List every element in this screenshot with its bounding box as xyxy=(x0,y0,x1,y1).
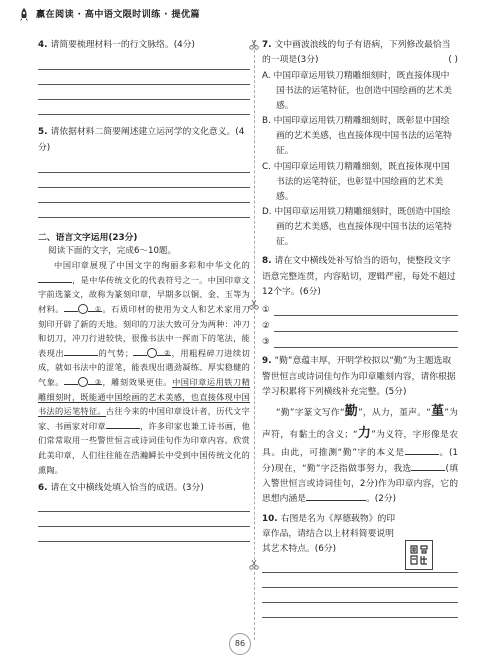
answer-area-6[interactable] xyxy=(38,497,250,542)
section-title: 二、语言文字运用(23分) xyxy=(38,233,138,244)
seal-script-glyph: 堇 xyxy=(430,403,445,419)
blank-9-2[interactable] xyxy=(411,470,445,471)
answer-area-4[interactable] xyxy=(38,55,250,115)
question-8: 8. 请在文中横线处补写恰当的语句，使整段文字语意完整连贯，内容贴切，逻辑严密，每处不超过12个字。(6分) xyxy=(262,256,456,298)
wavy-sentence: 中国印章运用铁刀精雕细刻时，既能通中国绘画的艺术美感，也直接体现中国书法的运笔特征。 xyxy=(38,377,251,417)
cut-line xyxy=(254,40,255,640)
option-c[interactable]: C. 中国印章运用铁刀精雕细刻，既直接体现中国书法的运笔特征，也彰显中国绘画的艺术美感。 xyxy=(262,161,450,202)
page-number: 86 xyxy=(229,633,251,655)
question-4: 4. 请简要梳理材料一的行文脉络。(4分) xyxy=(38,40,195,50)
option-a[interactable]: A. 中国印章运用铁刀精雕细刻时，既直接体现中国书法的运笔特征，也创造中国绘画的艺术美感。 xyxy=(262,70,452,112)
answer-line-8-1[interactable]: ① xyxy=(262,300,458,316)
seal-script-glyph: 力 xyxy=(357,426,372,442)
seal-script-glyph: 勤 xyxy=(344,403,359,419)
question-10: 10. 右图是名为《厚德载物》的印章作品，请结合以上材料简要说明其艺术特点。(6分) xyxy=(262,513,396,555)
scissors-icon xyxy=(249,300,259,310)
scissors-icon xyxy=(249,40,259,50)
option-b[interactable]: B. 中国印章运用铁刀精雕细刻时，既彰显中国绘画的艺术美感，也直接体现中国书法的运笔特征。 xyxy=(262,116,452,157)
seal-pattern-icon xyxy=(408,543,430,567)
answer-area-5[interactable] xyxy=(38,158,250,218)
option-d[interactable]: D. 中国印章运用铁刀精雕细刻时，既创造中国绘画的艺术美感，也直接体现中国书法的运笔特征。 xyxy=(262,206,452,248)
question-7: 7. 文中画波浪线的句子有语病，下列修改最恰当的一项是(3分) ( ) xyxy=(262,40,458,66)
blank-2[interactable] xyxy=(64,355,98,356)
blank-9-3[interactable] xyxy=(306,500,366,501)
blank-1[interactable] xyxy=(38,282,72,283)
section-intro: 阅读下面的文字，完成6～10题。 xyxy=(48,246,177,257)
question-6: 6. 请在文中横线处填入恰当的成语。(3分) xyxy=(38,483,204,494)
reading-passage: 中国印章展现了中国文字的绚丽多彩和中华文化的，是中华传统文化的代表符号之一。中国印章文字前选篆文，故称为篆刻印章，早期多以铜、金、玉等为材料。 ①。石质印材的使用为文人和艺术家用刀刻印开辟了新的天地。刻印的刀法大致可分为两种：冲刀和切刀，冲刀行进较快，很像书法中一挥而下的笔法，能表现出 的气势； ②，用粗程碎刀进续切成，就如书法中的涩笔，能表现出遇劲凝练、厚实稳健的气象。 ③，雕刻效果更佳。中国印章运用铁刀精雕细刻时，既能通中国绘画的艺术美感，也直接体现中国书法的运笔特征。古往今来的中国印章设计者，历代文字家、书画家对印章 ，许多印家也兼工诗书画，他们常常取用一些警世恒言或诗词佳句作为印章内容。欣赏此美印章，人们往往能在浩瀚瞬长中受到中国传统文化的熏陶。 xyxy=(38,260,251,475)
question-9-body: “勤”字篆文写作“勤”，从力，堇声。“堇”为声符，有黏土的含义；“力”为义符，字形像是农具。由此，可推测“勤”字的本义是 。(1分)现在，“勤”字泛指做事努力，我选 (填入警世恒言或诗词佳句，2分)作为印章内容，它的思想内涵是 。(2分) xyxy=(262,403,459,505)
left-column xyxy=(38,38,250,542)
blank-9-1[interactable] xyxy=(405,454,439,455)
question-9: 9. “勤”意蕴丰厚，开明学校拟以“勤”为主题选取警世恒言或诗词佳句作为印章雕刻内容，请你根据学习积累将下列横线补充完整。(5分) xyxy=(262,356,456,398)
answer-line-8-2[interactable]: ② xyxy=(262,316,458,332)
question-5: 5. 请依据材料二简要阐述建立运河学的文化意义。(4分) xyxy=(38,127,245,153)
scissors-icon xyxy=(249,560,259,570)
seal-image xyxy=(405,540,433,570)
page-header xyxy=(18,6,200,24)
right-column xyxy=(262,38,458,618)
blank-3[interactable] xyxy=(106,428,140,429)
rocket-icon xyxy=(18,8,30,22)
answer-line-8-3[interactable]: ③ xyxy=(262,332,458,348)
header-title: 赢在阅读 · 高中语文限时训练 · 提优篇 xyxy=(36,9,200,21)
